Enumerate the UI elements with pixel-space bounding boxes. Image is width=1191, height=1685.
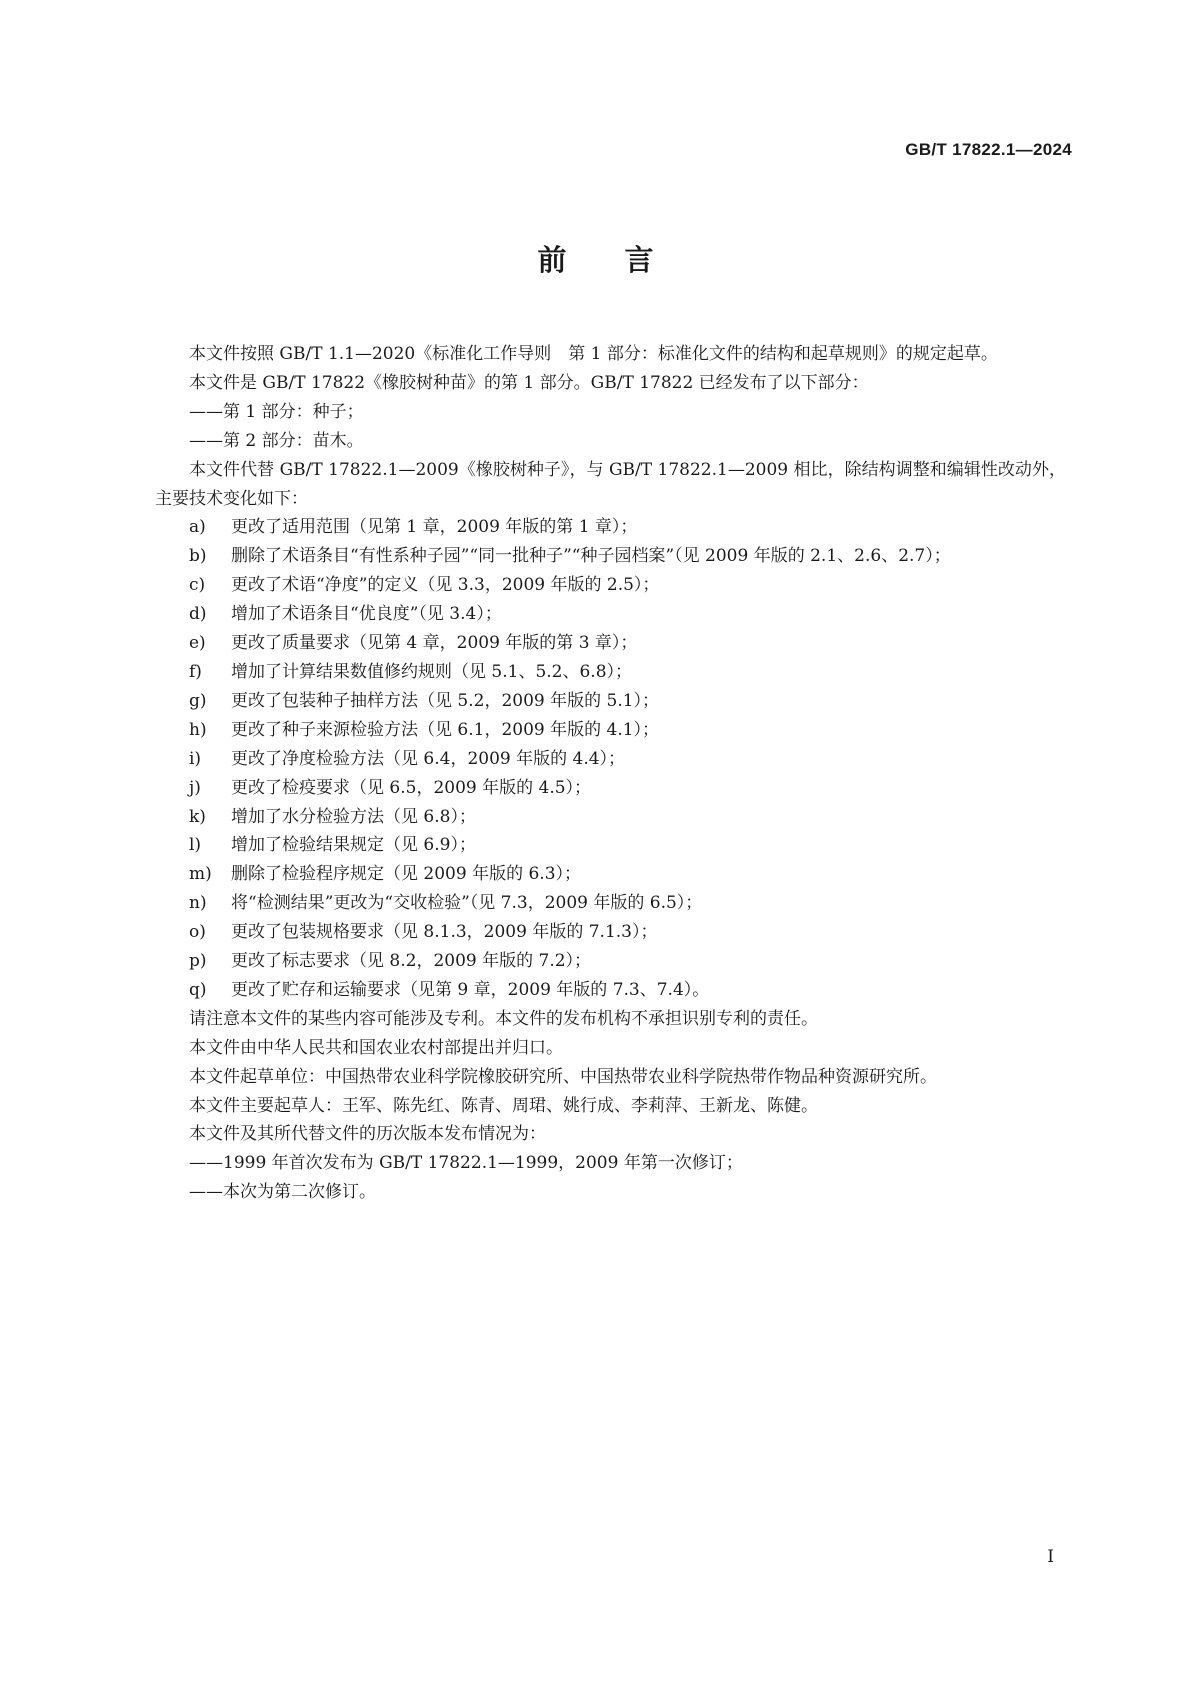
change-letter: p) [189,951,207,972]
change-letter: b) [189,546,207,567]
change-item [155,600,1066,629]
change-item [155,774,1066,803]
change-letter: c) [189,575,206,596]
change-text: 更改了质量要求（见第 4 章，2009 年版的第 3 章）； [231,633,638,654]
list-item: ——本次为第二次修订。 [189,1182,376,1203]
change-letter: d) [189,604,207,625]
change-item [155,687,1066,716]
change-item [155,513,1066,542]
change-letter: q) [189,979,207,1000]
list-item: ——第 2 部分：苗木。 [189,430,364,451]
change-text: 删除了术语条目“有性系种子园”“同一批种子”“种子园档案”（见 2009 年版的 2.1、2.6、2.7）； [231,546,951,567]
change-item [155,860,1066,889]
change-text: 更改了适用范围（见第 1 章，2009 年版的第 1 章）； [231,517,638,538]
change-letter: g) [189,690,207,711]
change-text: 增加了检验结果规定（见 6.9）； [231,835,476,856]
change-item [155,918,1066,947]
change-letter: k) [189,806,206,827]
change-item [155,716,1066,745]
change-text: 增加了水分检验方法（见 6.8）； [231,806,476,827]
change-letter: a) [189,517,206,538]
change-text: 更改了标志要求（见 8.2，2009 年版的 7.2）； [231,951,592,972]
change-letter: i) [189,748,202,769]
change-text: 更改了包装种子抽样方法（见 5.2，2009 年版的 5.1）； [231,690,660,711]
change-item [155,947,1066,976]
standard-code: GB/T 17822.1—2024 [905,140,1072,159]
change-item [155,889,1066,918]
change-text: 更改了贮存和运输要求（见第 9 章，2009 年版的 7.3、7.4）。 [231,979,710,1000]
change-item [155,831,1066,860]
paragraph-proposer: 本文件由中华人民共和国农业农村部提出并归口。 [189,1037,563,1058]
paragraph-drafting-rules: 本文件按照 GB/T 1.1—2020《标准化工作导则 第 1 部分：标准化文件的结构和起草规则》的规定起草。 [189,344,998,364]
change-item [155,629,1066,658]
change-text: 更改了术语“净度”的定义（见 3.3，2009 年版的 2.5）； [231,575,660,596]
change-letter: j) [189,777,201,798]
change-letter: n) [189,893,207,914]
change-text: 更改了检疫要求（见 6.5，2009 年版的 4.5）； [231,777,592,798]
list-item: ——第 1 部分：种子； [189,401,364,422]
change-text: 增加了术语条目“优良度”（见 3.4）； [231,604,502,625]
change-item [155,976,1066,1005]
foreword-body [155,340,1066,1207]
paragraph-series-parts: 本文件是 GB/T 17822《橡胶树种苗》的第 1 部分。GB/T 17822 已经发布了以下部分： [189,372,869,393]
change-letter: f) [189,661,202,682]
change-text: 更改了种子来源检验方法（见 6.1，2009 年版的 4.1）； [231,719,660,740]
change-text: 增加了计算结果数值修约规则（见 5.1、5.2、6.8）； [231,661,633,682]
change-item [155,658,1066,687]
change-letter: l) [189,835,202,856]
change-item [155,803,1066,832]
change-text: 更改了净度检验方法（见 6.4，2009 年版的 4.4）； [231,748,626,769]
paragraph-drafters: 本文件主要起草人：王军、陈先红、陈青、周珺、姚行成、李莉萍、王新龙、陈健。 [189,1095,818,1116]
list-item: ——1999 年首次发布为 GB/T 17822.1—1999，2009 年第一次修订； [189,1153,743,1174]
paragraph-version-history: 本文件及其所代替文件的历次版本发布情况为： [189,1124,546,1145]
change-letter: e) [189,633,206,654]
paragraph-drafting-units: 本文件起草单位：中国热带农业科学院橡胶研究所、中国热带农业科学院热带作物品种资源研究所。 [189,1066,937,1087]
page-title: 前言 [537,243,712,277]
change-item [155,542,1066,571]
paragraph-patent-notice: 请注意本文件的某些内容可能涉及专利。本文件的发布机构不承担识别专利的责任。 [189,1008,818,1029]
change-text: 更改了包装规格要求（见 8.1.3，2009 年版的 7.1.3）； [231,922,658,943]
page-number: I [1047,1547,1054,1567]
change-item [155,571,1066,600]
change-letter: h) [189,719,207,740]
change-text: 删除了检验程序规定（见 2009 年版的 6.3）； [231,864,582,885]
change-text: 将“检测结果”更改为“交收检验”（见 7.3，2009 年版的 6.5）； [231,893,703,914]
change-letter: m) [189,864,212,885]
paragraph-replaces: 本文件代替 GB/T 17822.1—2009《橡胶树种子》，与 GB/T 17822.1—2009 相比，除结构调整和编辑性改动外，主要技术变化如下： [155,459,1066,509]
change-letter: o) [189,922,206,943]
change-item [155,745,1066,774]
